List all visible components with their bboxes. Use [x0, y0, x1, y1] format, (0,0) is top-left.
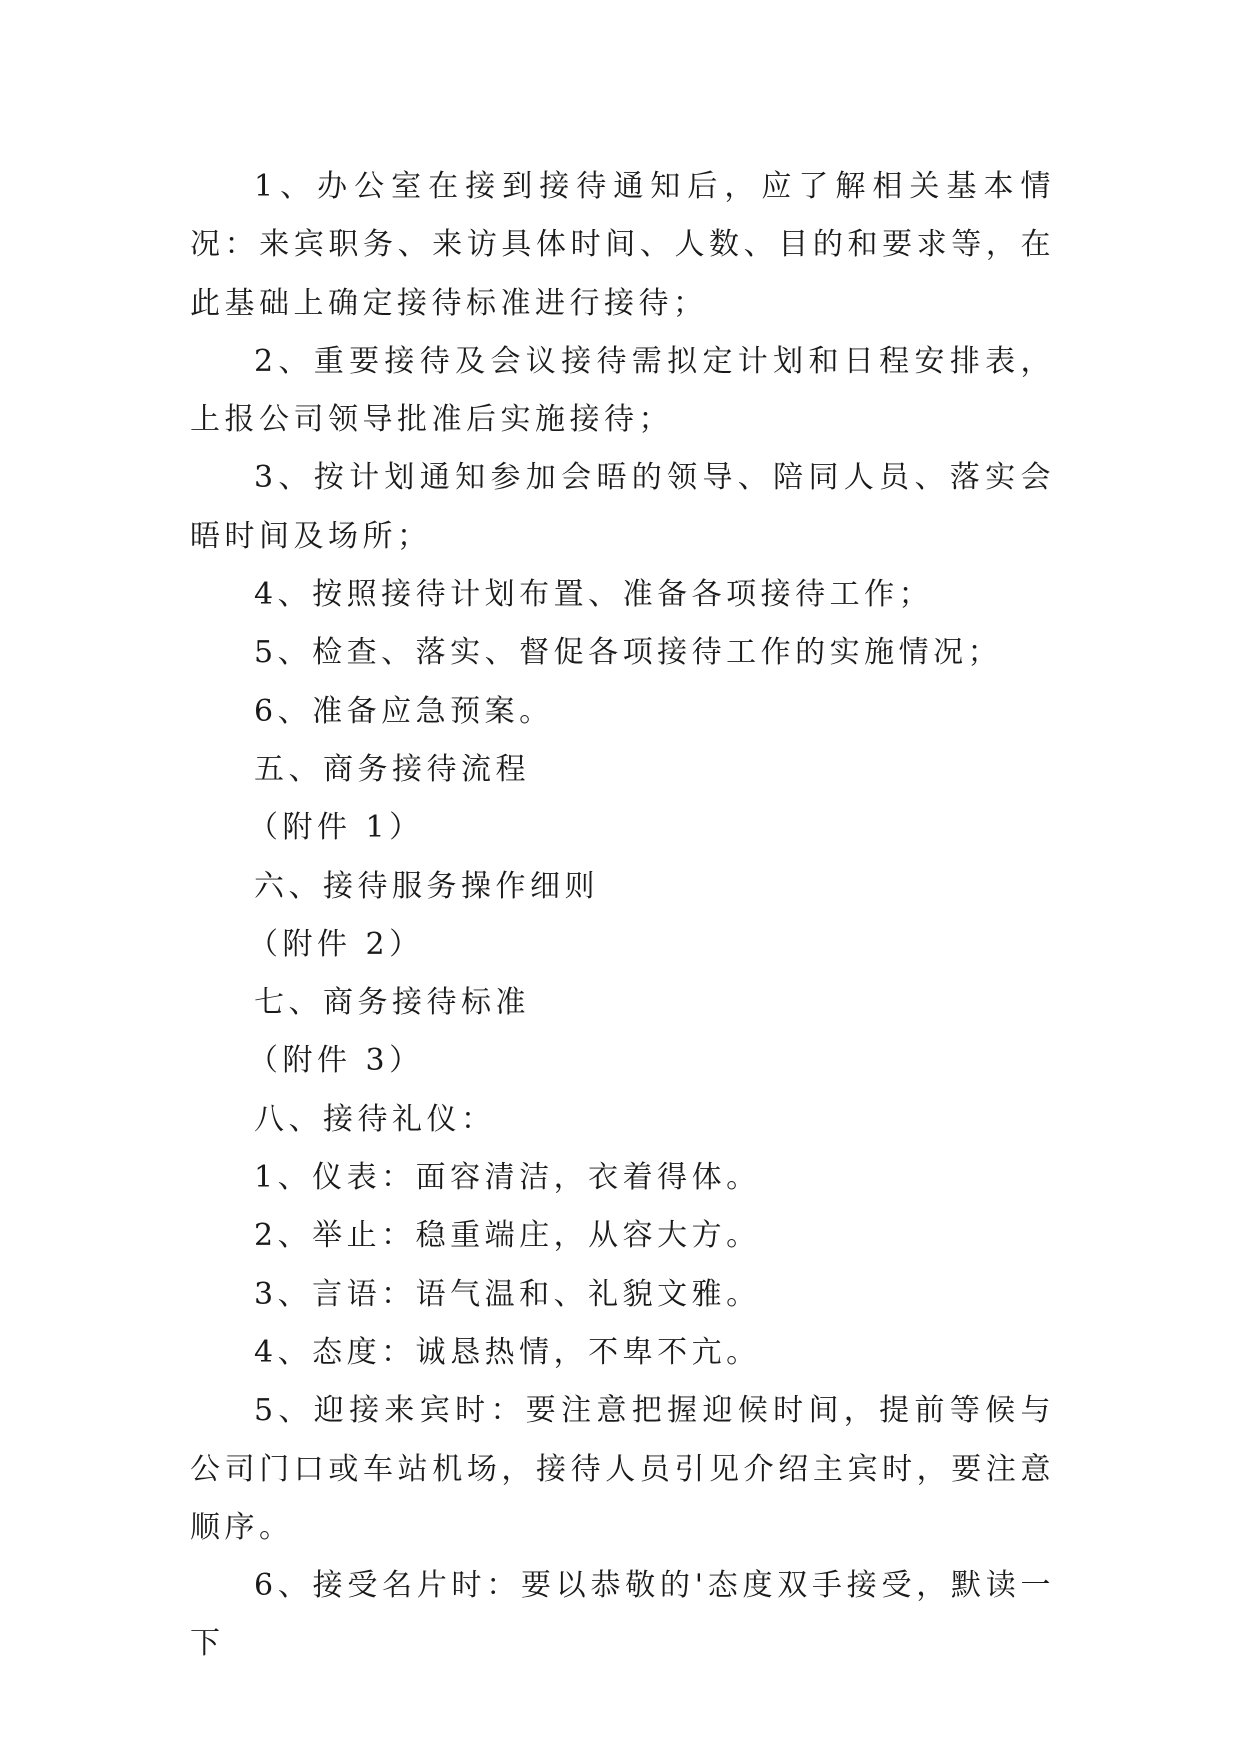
- attachment-note-1: （附件 1）: [248, 810, 424, 846]
- etiquette-item-4: 4、态度：诚恳热情，不卑不亢。: [254, 1334, 761, 1370]
- attachment-note-3: （附件 3）: [248, 1043, 424, 1079]
- paragraph-item-1: 1、办公室在接到接待通知后，应了解相关基本情况：来宾职务、来访具体时间、人数、目的和要求等，在此基础上确定接待标准进行接待；: [190, 169, 1055, 321]
- section-heading-7: 七、商务接待标准: [254, 985, 530, 1021]
- paragraph-item-2: 2、重要接待及会议接待需拟定计划和日程安排表，上报公司领导批准后实施接待；: [190, 343, 1055, 438]
- etiquette-item-5: 5、迎接来宾时：要注意把握迎候时间，提前等候与公司门口或车站机场，接待人员引见介绍主宾时，要注意顺序。: [190, 1393, 1055, 1545]
- paragraph-item-3: 3、按计划通知参加会晤的领导、陪同人员、落实会晤时间及场所；: [190, 460, 1055, 554]
- paragraph-item-6: 6、准备应急预案。: [254, 693, 554, 729]
- section-heading-8: 八、接待礼仪：: [254, 1101, 496, 1137]
- etiquette-item-1: 1、仪表：面容清洁，衣着得体。: [254, 1160, 761, 1196]
- etiquette-item-2: 2、举止：稳重端庄，从容大方。: [254, 1218, 761, 1254]
- document-body: [190, 158, 1055, 1674]
- attachment-note-2: （附件 2）: [248, 926, 424, 962]
- paragraph-item-5: 5、检查、落实、督促各项接待工作的实施情况；: [254, 635, 1003, 671]
- paragraph-item-4: 4、按照接待计划布置、准备各项接待工作；: [254, 577, 934, 613]
- etiquette-item-3: 3、言语：语气温和、礼貌文雅。: [254, 1276, 761, 1312]
- section-heading-6: 六、接待服务操作细则: [254, 868, 599, 904]
- etiquette-item-6: 6、接受名片时：要以恭敬的'态度双手接受，默读一下: [190, 1568, 1055, 1662]
- section-heading-5: 五、商务接待流程: [254, 751, 530, 787]
